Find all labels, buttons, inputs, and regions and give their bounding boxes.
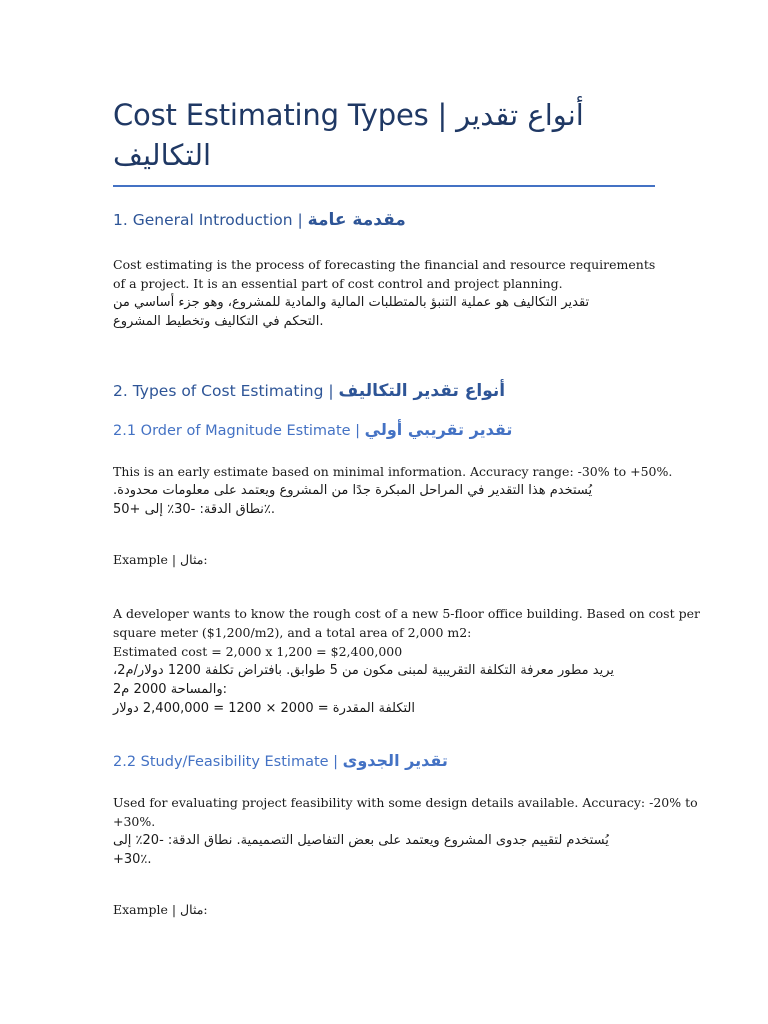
heading-ar: تقدير الجدوى [342, 751, 448, 770]
oom-ar-line-2: نطاق الدقة: -30٪ إلى +50٪. [113, 502, 276, 517]
feasibility-en-line-2: +30%. [113, 814, 156, 829]
heading-en: 1. General Introduction | [113, 211, 308, 229]
oom-ar-line-1: يُستخدم هذا التقدير في المراحل المبكرة جدًا من المشروع ويعتمد على معلومات محدودة. [113, 483, 593, 498]
heading-study-feasibility [113, 751, 448, 770]
example-en-line-3: Estimated cost = 2,000 x 1,200 = $2,400,000 [113, 644, 403, 659]
example-ar-line-2: والمساحة 2000 م2: [113, 682, 228, 697]
heading-ar: تقدير تقريبي أولي [364, 420, 513, 439]
heading-general-introduction [113, 210, 406, 230]
example-label-2: Example | مثال: [113, 902, 208, 917]
intro-en: Cost estimating is the process of forecasting the financial and resource requirements of a project. It is an essential part of cost control and project planning. [113, 257, 656, 291]
feasibility-en-line-1: Used for evaluating project feasibility with some design details available. Accuracy: -20% to [113, 795, 698, 810]
title-line-2: التكاليف [113, 138, 212, 172]
oom-example-paragraph [113, 604, 700, 718]
document-page [113, 0, 700, 917]
heading-ar: مقدمة عامة [307, 210, 406, 230]
example-en-line-2: square meter ($1,200/m2), and a total area of 2,000 m2: [113, 625, 472, 640]
intro-paragraph [113, 255, 658, 331]
example-ar-line-3: التكلفة المقدرة = 2000 × 1200 = 2,400,000 دولار [113, 701, 416, 716]
example-label: Example | مثال: [113, 552, 208, 567]
heading-en: 2.2 Study/Feasibility Estimate | [113, 754, 343, 770]
heading-en: 2. Types of Cost Estimating | [113, 382, 339, 400]
feasibility-ar-line-2: +30٪. [113, 852, 152, 867]
heading-en: 2.1 Order of Magnitude Estimate | [113, 423, 365, 439]
example-en-line-1: A developer wants to know the rough cost of a new 5-floor office building. Based on cost per [113, 606, 700, 621]
order-of-magnitude-paragraph [113, 462, 673, 519]
document-title [113, 0, 658, 175]
intro-ar-line-2: التحكم في التكاليف وتخطيط المشروع. [113, 314, 324, 329]
feasibility-paragraph [113, 793, 698, 869]
example-ar-line-1: يريد مطور معرفة التكلفة التقريبية لمبنى مكون من 5 طوابق. بافتراض تكلفة 1200 دولار/م2، [113, 663, 614, 678]
heading-types-of-cost-estimating [113, 381, 505, 401]
intro-ar-line-1: تقدير التكاليف هو عملية التنبؤ بالمتطلبات المالية والمادية للمشروع، وهو جزء أساسي من [113, 295, 590, 310]
title-divider [113, 185, 655, 187]
title-line-1: Cost Estimating Types | أنواع تقدير [113, 98, 584, 132]
heading-order-of-magnitude [113, 420, 512, 439]
heading-ar: أنواع تقدير التكاليف [338, 381, 506, 401]
oom-en: This is an early estimate based on minimal information. Accuracy range: -30% to +50%. [113, 464, 673, 479]
feasibility-ar-line-1: يُستخدم لتقييم جدوى المشروع ويعتمد على بعض التفاصيل التصميمية. نطاق الدقة: -20٪ إلى [113, 833, 609, 848]
